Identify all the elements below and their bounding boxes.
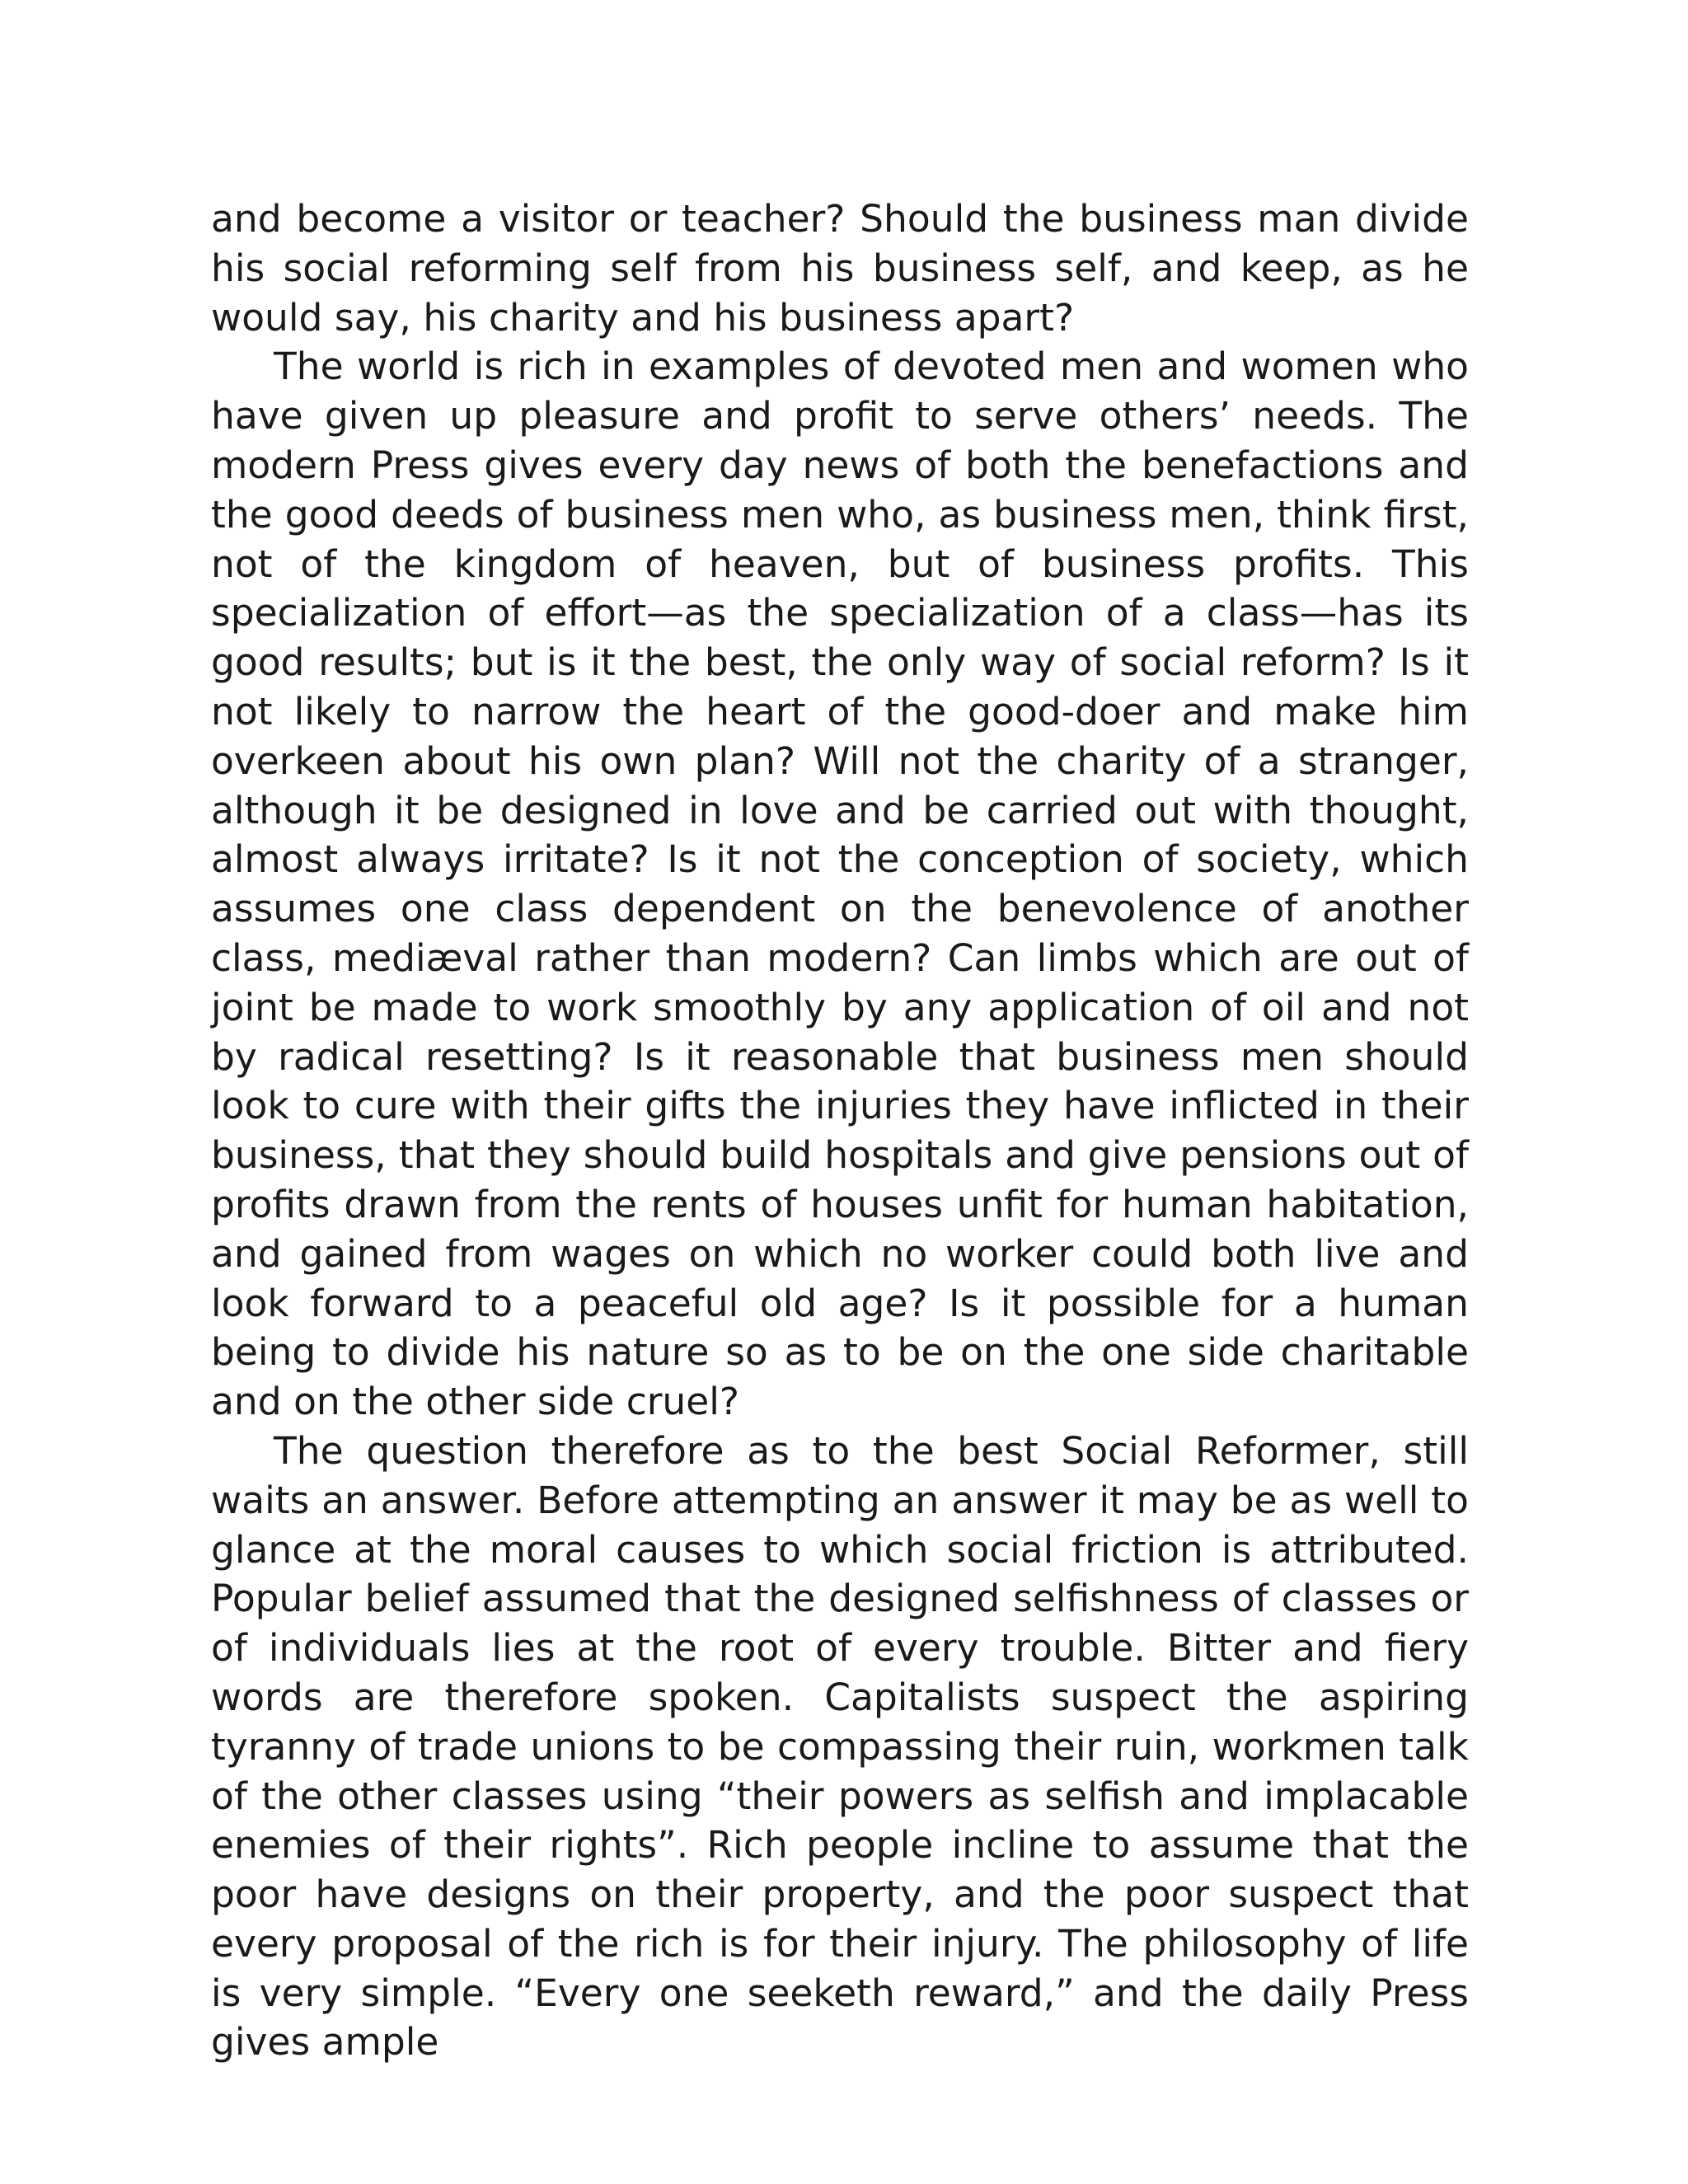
page-text xyxy=(211,194,1469,2067)
paragraph-continued: and become a visitor or teacher? Should the business man divide his social reforming self from his business self, and keep, as he would say, his charity and his business apart? xyxy=(211,197,1469,340)
paragraph-devoted-men: The world is rich in examples of devoted men and women who have given up pleasure and profit to serve others’ needs. The modern Press gives every day news of both the benefactions and the good deeds of business men who, as business men, think first, not of the kingdom of heaven, but of business profits. This specialization of effort—as the specialization of a class—has its good results; but is it the best, the only way of social reform? Is it not likely to narrow the heart of the good-doer and make him overkeen about his own plan? Will not the charity of a stranger, although it be designed in love and be carried out with thought, almost always irritate? Is it not the conception of society, which assumes one class dependent on the benevolence of another class, mediæval rather than modern? Can limbs which are out of joint be made to work smoothly by any application of oil and not by radical resetting? Is it reasonable that business men should look to cure with their gifts the injuries they have inflicted in their business, that they should build hospitals and give pensions out of profits drawn from the rents of houses unfit for human habitation, and gained from wages on which no worker could both live and look forward to a peaceful old age? Is it possible for a human being to divide his nature so as to be on the one side charitable and on the other side cruel? xyxy=(211,344,1469,1424)
paragraph-social-reformer: The question therefore as to the best Social Reformer, still waits an answer. Before attempting an answer it may be as well to glance at the moral causes to which social friction is attributed. Popular belief assumed that the designed selfishness of classes or of individuals lies at the root of every trouble. Bitter and fiery words are therefore spoken. Capitalists suspect the aspiring tyranny of trade unions to be compassing their ruin, workmen talk of the other classes using “their powers as selfish and implacable enemies of their rights”. Rich people incline to assume that the poor have designs on their property, and the poor suspect that every proposal of the rich is for their injury. The philosophy of life is very simple. “Every one seeketh reward,” and the daily Press gives ample xyxy=(211,1428,1469,2064)
